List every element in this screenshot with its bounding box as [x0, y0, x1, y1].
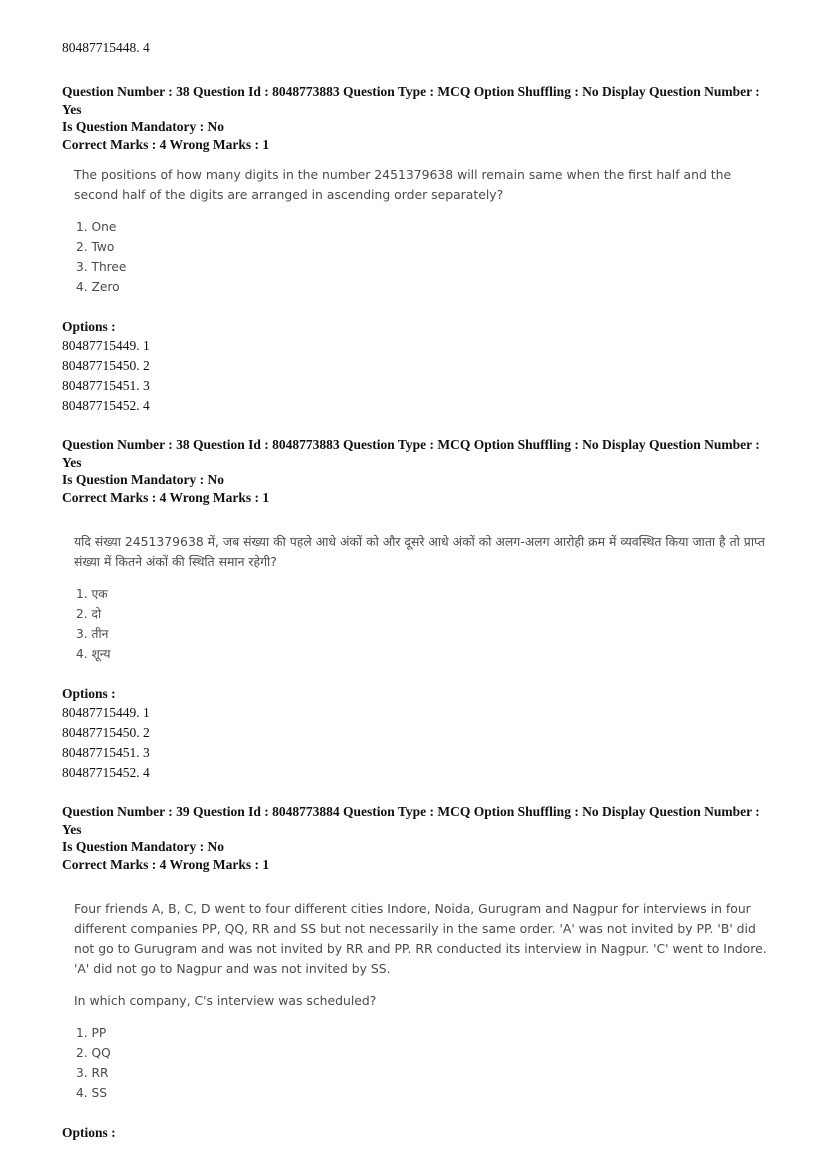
question-meta: [62, 436, 777, 506]
question-mandatory-line: Is Question Mandatory : No: [62, 472, 225, 487]
question-block-39: [62, 803, 782, 1142]
choice-item: 4. SS: [76, 1086, 107, 1100]
choice-item: 1. PP: [76, 1026, 107, 1040]
options-heading: Options :: [62, 1125, 116, 1140]
question-choices: [76, 584, 782, 664]
option-line: 80487715449. 1: [62, 705, 150, 720]
options-list: [62, 336, 782, 416]
marks-line: Correct Marks : 4 Wrong Marks : 1: [62, 136, 270, 152]
question-meta: [62, 803, 777, 873]
question-text: The positions of how many digits in the number 2451379638 will remain same when the first half and the second half of the digits are arranged in ascending order separately?: [74, 167, 732, 202]
choice-item: 2. QQ: [76, 1046, 111, 1060]
marks-line: Correct Marks : 4 Wrong Marks : 1: [62, 489, 270, 505]
question-prompt: In which company, C's interview was scheduled?: [74, 993, 377, 1008]
choice-item: 2. दो: [76, 607, 102, 621]
option-line: 80487715450. 2: [62, 725, 150, 740]
choice-item: 3. Three: [76, 260, 127, 274]
option-line: 80487715452. 4: [62, 765, 150, 780]
question-meta-line: Question Number : 39 Question Id : 8048773884 Question Type : MCQ Option Shuffling : No Display Question Number : Yes: [62, 804, 760, 837]
choice-item: 2. Two: [76, 240, 115, 254]
question-text: Four friends A, B, C, D went to four different cities Indore, Noida, Gurugram and Nagpur for interviews in four different companies PP, QQ, RR and SS but not necessarily in the same order. 'A' was not invited by PP. 'B' did not go to Gurugram and was not invited by RR and PP. RR conducted its interview in Nagpur. 'C' went to Indore. 'A' did not go to Nagpur and was not invited by SS.: [74, 901, 767, 976]
document-page: [62, 38, 782, 1142]
options-heading: Options :: [62, 319, 116, 334]
question-text: यदि संख्या 2451379638 में, जब संख्या की पहले आधे अंकों को और दूसरे आधे अंकों को अलग-अलग आरोही क्रम में व्यवस्थित किया जाता है तो प्राप्त संख्या में कितने अंकों की स्थिति समान रहेगी?: [74, 534, 765, 569]
choice-item: 4. शून्य: [76, 647, 111, 661]
option-line: 80487715450. 2: [62, 358, 150, 373]
question-choices: [76, 217, 782, 297]
question-choices: [76, 1023, 782, 1103]
choice-item: 3. RR: [76, 1066, 109, 1080]
option-line: 80487715449. 1: [62, 338, 150, 353]
question-meta-line: Question Number : 38 Question Id : 8048773883 Question Type : MCQ Option Shuffling : No Display Question Number : Yes: [62, 84, 760, 117]
choice-item: 3. तीन: [76, 627, 109, 641]
question-mandatory-line: Is Question Mandatory : No: [62, 119, 225, 134]
options-list: [62, 703, 782, 783]
option-line: 80487715452. 4: [62, 398, 150, 413]
question-meta-line: Question Number : 38 Question Id : 8048773883 Question Type : MCQ Option Shuffling : No Display Question Number : Yes: [62, 437, 760, 470]
question-block-38-hindi: [62, 436, 782, 783]
question-mandatory-line: Is Question Mandatory : No: [62, 839, 225, 854]
question-meta: [62, 83, 777, 153]
option-line: 80487715451. 3: [62, 745, 150, 760]
choice-item: 1. One: [76, 220, 117, 234]
choice-item: 1. एक: [76, 587, 108, 601]
previous-option-line: 80487715448. 4: [62, 40, 150, 55]
marks-line: Correct Marks : 4 Wrong Marks : 1: [62, 856, 270, 872]
options-heading: Options :: [62, 686, 116, 701]
question-block-38-english: [62, 83, 782, 416]
option-line: 80487715451. 3: [62, 378, 150, 393]
choice-item: 4. Zero: [76, 280, 120, 294]
